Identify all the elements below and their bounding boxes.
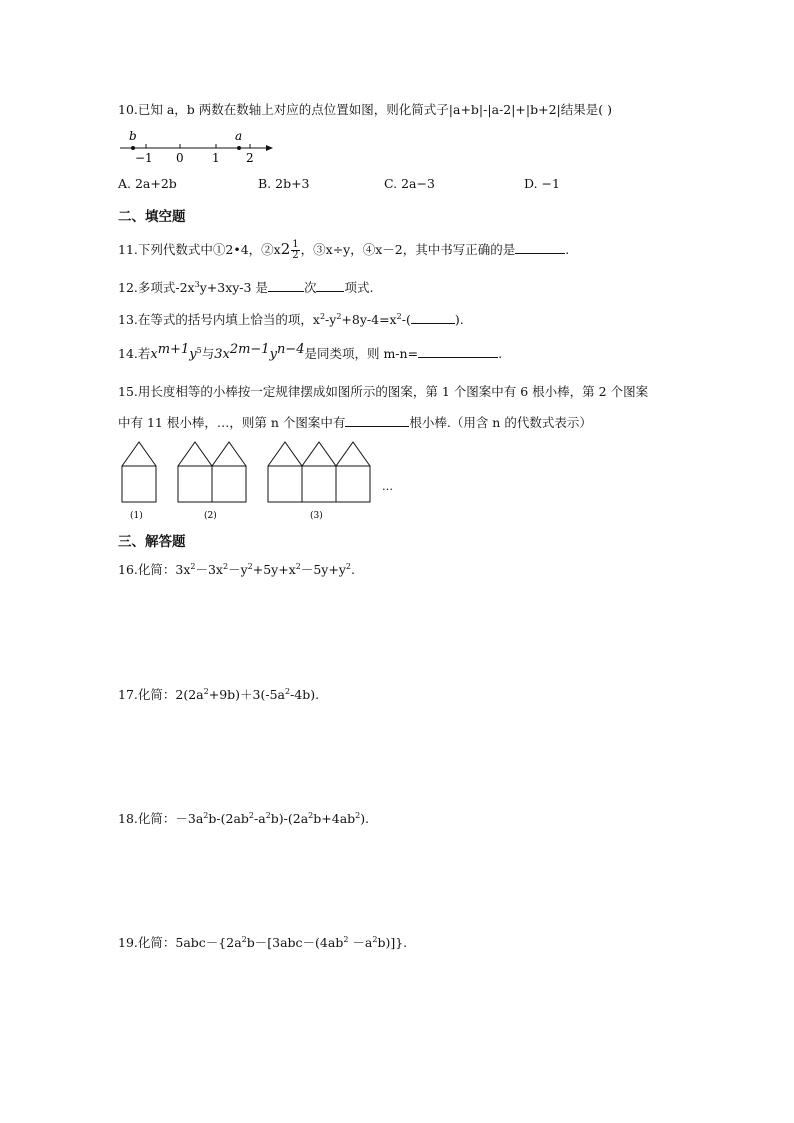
q19-a1: b－[3abc－(4ab [246,935,344,950]
q16-a1: －3x [195,562,223,577]
q19-sup: 2 [241,935,247,944]
pattern-1 [122,442,156,502]
q18-end: ). [360,811,370,826]
tick-label: 1 [212,151,220,165]
answer-blank[interactable] [411,310,455,324]
q13-a1: -y [325,312,337,327]
pattern-label-1: (1) [130,511,143,521]
tick-label: 2 [246,151,254,165]
q11-x: x [273,242,281,257]
q12-mid1: y+3xy-3 是 [199,280,268,295]
option-b: B. 2b+3 [258,176,310,191]
q13-a3: -( [401,312,411,327]
q11-text-pre: 11.下列代数式中①2•4，② [118,242,274,257]
point-label-b: b [129,129,137,143]
q14-term1-base: x [150,347,158,362]
q18-sup: 2 [248,811,254,820]
q16-a3: +5y+x [252,562,296,577]
q19-sup: 2 [372,935,378,944]
answer-blank[interactable] [515,240,565,254]
pattern-ellipsis: … [382,480,393,493]
question-10: 10.已知 a，b 两数在数轴上对应的点位置如图，则化简式子|a+b|-|a-2|+|b+2|结果是( ) [118,102,612,117]
question-15-line1: 15.用长度相等的小棒按一定规律摆成如图所示的图案，第 1 个图案中有 6 根小棒，第 2 个图案 [118,384,649,399]
q11-frac-den: 2 [292,250,299,261]
q16-sup: 2 [247,562,253,571]
q14-term1-y: y [189,347,197,362]
pattern-3 [268,442,370,502]
q19-sup: 2 [343,935,349,944]
q14-term2-coef: 3x [214,347,230,362]
q11-fraction [291,240,299,261]
q13-sup: 2 [319,312,326,321]
question-12 [118,278,373,297]
q16-pre: 16.化简：3x [118,562,191,577]
q18-sup: 2 [265,811,271,820]
q11-text-post: ，③x÷y，④x－2，其中书写正确的是 [300,242,516,257]
q11-end: . [565,242,570,257]
q11-frac-num: 1 [292,239,299,250]
q14-term2-exp: 2m−1 [229,342,270,357]
option-c: C. 2a−3 [384,176,435,191]
q19-a2: －a [348,935,373,950]
q18-a2: -a [254,811,266,826]
q13-sup: 2 [396,312,402,321]
q12-mid2: 次 [303,280,317,295]
q13-a2: +8y-4=x [341,312,397,327]
q16-a2: －y [228,562,248,577]
q14-term1-exp: m+1 [157,342,190,357]
question-15-line2 [118,413,592,432]
q11-whole: 2 [280,240,291,258]
pattern-label-2: (2) [204,511,217,521]
q18-a3: b)-(2a [270,811,309,826]
number-line-figure [118,128,278,166]
q18-a1: b-(2ab [208,811,249,826]
q18-sup: 2 [203,811,209,820]
option-d: D. −1 [524,176,560,191]
point-b [131,146,135,150]
q16-sup: 2 [190,562,196,571]
answer-blank[interactable] [268,278,304,292]
stick-pattern-figure [118,436,408,524]
q17-pre: 17.化简：2(2a [118,687,204,702]
q12-pre: 12.多项式-2x [118,280,195,295]
point-a [237,146,241,150]
answer-blank[interactable] [418,344,498,358]
q16-sup: 2 [223,562,229,571]
q14-term1-yexp: 5 [196,346,202,355]
question-19 [118,934,407,952]
q14-mid: 与 [201,346,215,361]
q12-post: 项式. [344,280,374,295]
point-label-a: a [235,129,243,143]
q13-end: ). [454,312,464,327]
question-18 [118,810,369,828]
q15-pre: 中有 11 根小棒，…，则第 n 个图案中有 [118,415,346,430]
q14-end: . [498,346,503,361]
tick-label: 0 [176,151,184,165]
tick-label: −1 [135,151,153,165]
q18-pre: 18.化简：－3a [118,811,204,826]
answer-blank[interactable] [345,413,409,427]
answer-blank[interactable] [316,278,344,292]
question-16 [118,561,355,579]
q12-sup: 3 [194,280,200,289]
q13-pre: 13.在等式的括号内填上恰当的项，x [118,312,320,327]
question-17 [118,686,319,704]
q17-a1: +9b)＋3(-5a [208,687,285,702]
section-heading-solutions: 三、解答题 [118,534,186,550]
pattern-label-3: (3) [310,511,323,521]
pattern-2 [178,442,246,502]
q19-pre: 19.化简：5abc－{2a [118,935,242,950]
number-line-arrow [266,145,273,151]
q18-sup: 2 [308,811,314,820]
q14-pre: 14.若 [118,346,151,361]
q16-end: . [351,562,355,577]
q17-end: -4b). [290,687,320,702]
option-a: A. 2a+2b [118,176,177,191]
q16-sup: 2 [295,562,301,571]
q16-sup: 2 [345,562,352,571]
question-11 [118,240,569,261]
question-14 [118,344,502,364]
q14-post: 是同类项，则 m-n= [304,346,419,361]
question-13 [118,310,464,329]
q17-sup: 2 [203,687,209,696]
q18-sup: 2 [355,811,361,820]
section-heading-fill-in: 二、填空题 [118,209,186,225]
q13-sup: 2 [336,312,342,321]
q18-a4: b+4ab [313,811,356,826]
q16-a4: －5y+y [300,562,346,577]
q15-post: 根小棒.（用含 n 的代数式表示） [409,415,592,430]
q19-end: b)]}. [377,935,408,950]
q17-sup: 2 [284,687,291,696]
q14-term2-yexp: n−4 [276,342,305,357]
q14-term2-y: y [269,347,277,362]
